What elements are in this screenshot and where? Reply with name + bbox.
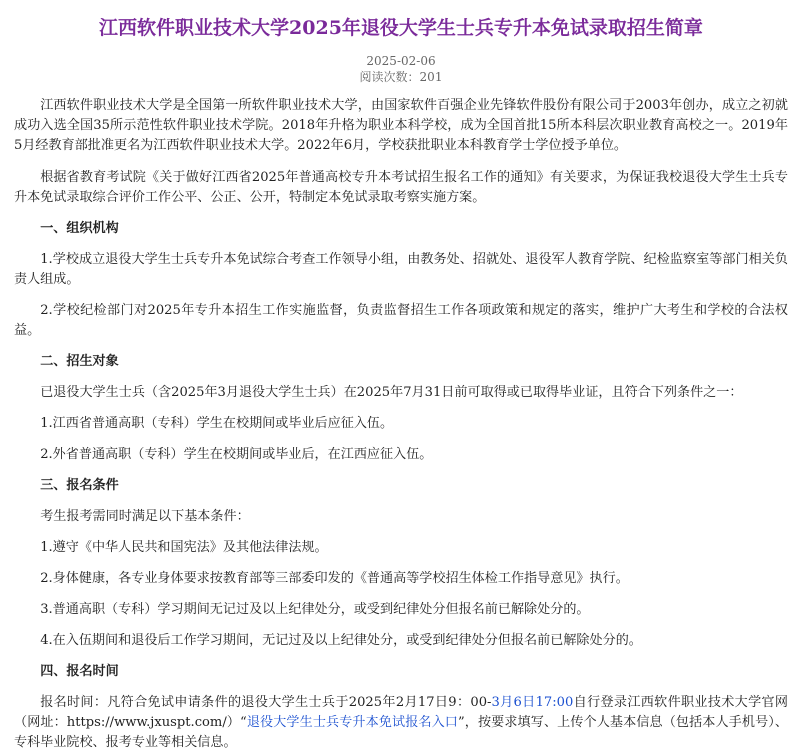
intro-paragraph-1: 江西软件职业技术大学是全国第一所软件职业技术大学，由国家软件百强企业先锋软件股份有限公司于2003年创办，成立之初就成功入选全国35所示范性软件职业技术学院。2018年升格为职业本科学校，成为全国首批15所本科层次职业教育高校之一。2019年5月经教育部批准更名为江西软件职业技术大学。2022年6月，学校获批职业本科教育学士学位授予单位。 <box>14 98 788 153</box>
section1-paragraph-2: 2.学校纪检部门对2025年专升本招生工作实施监督，负责监督招生工作各项政策和规定的落实，维护广大考生和学校的合法权益。 <box>14 303 788 338</box>
section2-item-1: 1.江西省普通高职（专科）学生在校期间或毕业后应征入伍。 <box>40 416 394 431</box>
section-heading-recruitment-target: 二、招生对象 <box>40 354 119 369</box>
registration-instructions: ”，按要求填写、上传个人基本信息（包括本人手机号）、专科毕业院校、报考专业等相关信息。 <box>14 715 789 750</box>
article-body <box>14 96 788 753</box>
section1-paragraph-1: 1.学校成立退役大学生士兵专升本免试综合考查工作领导小组，由教务处、招就处、退役军人教育学院、纪检监察室等部门相关负责人组成。 <box>14 252 788 287</box>
section3-item-3: 3.普通高职（专科）学习期间无记过及以上纪律处分，或受到纪律处分但报名前已解除处分的。 <box>40 602 590 617</box>
section3-item-1: 1.遵守《中华人民共和国宪法》及其他法律法规。 <box>40 540 328 555</box>
view-count: 阅读次数：201 <box>359 70 443 84</box>
section2-item-2: 2.外省普通高职（专科）学生在校期间或毕业后，在江西应征入伍。 <box>40 447 433 462</box>
section3-paragraph-0: 考生报考需同时满足以下基本条件： <box>40 509 250 524</box>
article-title: 江西软件职业技术大学2025年退役大学生士兵专升本免试录取招生简章 <box>99 17 703 39</box>
section4-paragraph <box>14 693 788 753</box>
section3-item-4: 4.在入伍期间和退役后工作学习期间，无记过及以上纪律处分，或受到纪律处分但报名前已解除处分的。 <box>40 633 642 648</box>
registration-website-text: 自行登录江西软件职业技术大学官网（网址：https://www.jxuspt.com/）“ <box>14 695 788 730</box>
publish-date: 2025-02-06 <box>366 54 436 68</box>
registration-deadline: 3月6日17:00 <box>491 695 574 710</box>
section3-item-2: 2.身体健康，各专业身体要求按教育部等三部委印发的《普通高等学校招生体检工作指导意见》执行。 <box>40 571 629 586</box>
section-heading-organization: 一、组织机构 <box>40 221 119 236</box>
section2-paragraph-0: 已退役大学生士兵（含2025年3月退役大学生士兵）在2025年7月31日前可取得或已取得毕业证，且符合下列条件之一： <box>40 385 743 400</box>
section-heading-registration-time: 四、报名时间 <box>40 664 119 679</box>
registration-entry-link[interactable]: 退役大学生士兵专升本免试报名入口 <box>246 715 458 730</box>
section-heading-conditions: 三、报名条件 <box>40 478 119 493</box>
intro-paragraph-2: 根据省教育考试院《关于做好江西省2025年普通高校专升本考试招生报名工作的通知》有关要求，为保证我校退役大学生士兵专升本免试录取综合评价工作公平、公正、公开，特制定本免试录取考察实施方案。 <box>14 170 788 205</box>
registration-time-prefix: 报名时间：凡符合免试申请条件的退役大学生士兵于2025年2月17日9：00- <box>40 695 492 710</box>
